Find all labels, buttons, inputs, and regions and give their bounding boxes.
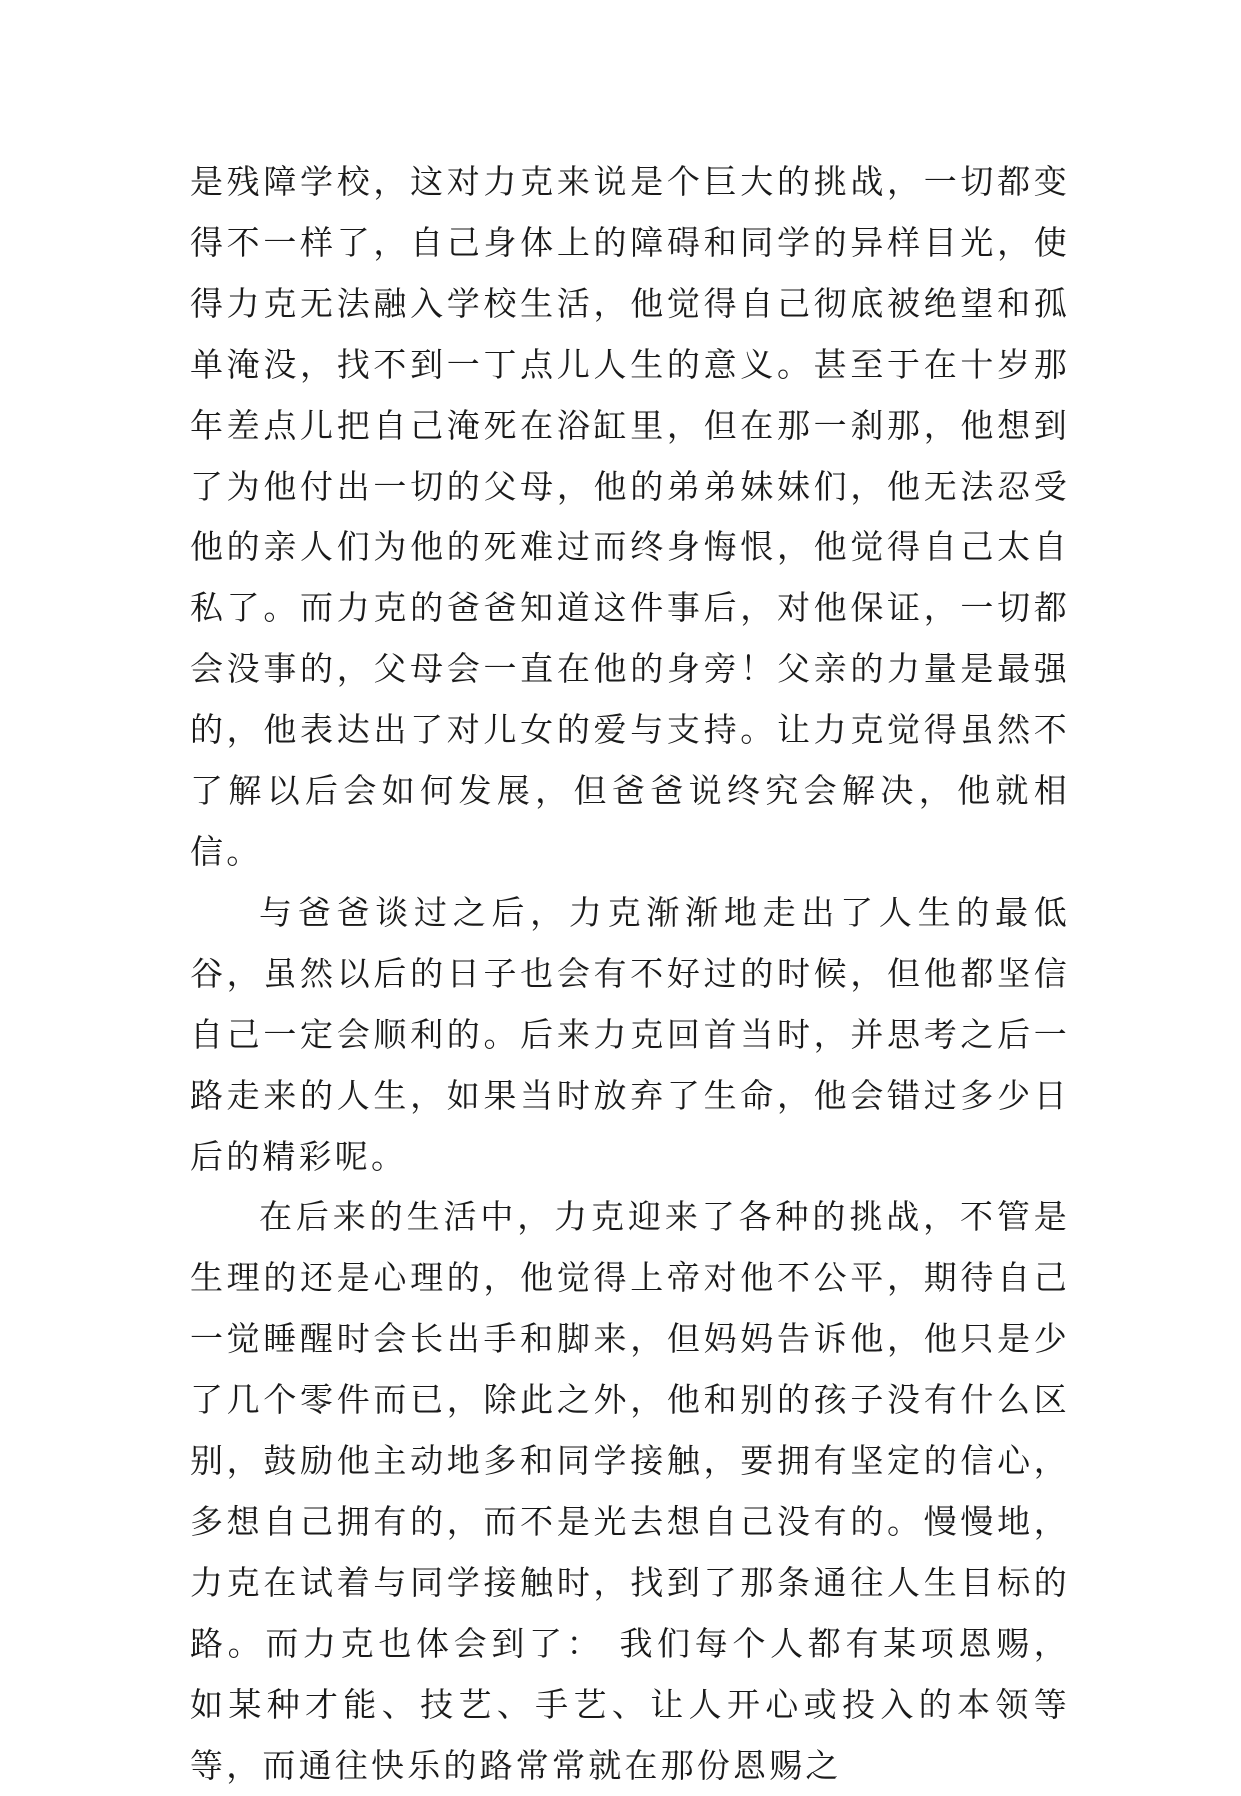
paragraph: 与爸爸谈过之后，力克渐渐地走出了人生的最低谷，虽然以后的日子也会有不好过的时候，但他都坚信自己一定会顺利的。后来力克回首当时，并思考之后一路走来的人生，如果当时放弃了生命，他会错过多少日后的精彩呢。 <box>190 892 1070 1176</box>
paragraph-continued: 是残障学校，这对力克来说是个巨大的挑战，一切都变得不一样了，自己身体上的障碍和同学的异样目光，使得力克无法融入学校生活，他觉得自己彻底被绝望和孤单淹没，找不到一丁点儿人生的意义。甚至于在十岁那年差点儿把自己淹死在浴缸里，但在那一刹那，他想到了为他付出一切的父母，他的弟弟妹妹们，他无法忍受他的亲人们为他的死难过而终身悔恨，他觉得自己太自私了。而力克的爸爸知道这件事后，对他保证，一切都会没事的，父母会一直在他的身旁！父亲的力量是最强的，他表达出了对儿女的爱与支持。让力克觉得虽然不了解以后会如何发展，但爸爸说终究会解决，他就相信。 <box>190 162 1070 871</box>
body-text <box>190 152 1070 1796</box>
paragraph: 在后来的生活中，力克迎来了各种的挑战，不管是生理的还是心理的，他觉得上帝对他不公平，期待自己一觉睡醒时会长出手和脚来，但妈妈告诉他，他只是少了几个零件而已，除此之外，他和别的孩子没有什么区别，鼓励他主动地多和同学接触，要拥有坚定的信心，多想自己拥有的，而不是光去想自己没有的。慢慢地，力克在试着与同学接触时，找到了那条通往人生目标的路。而力克也体会到了： 我们每个人都有某项恩赐，如某种才能、技艺、手艺、让人开心或投入的本领等等，而通往快乐的路常常就在那份恩赐之 <box>190 1197 1070 1785</box>
